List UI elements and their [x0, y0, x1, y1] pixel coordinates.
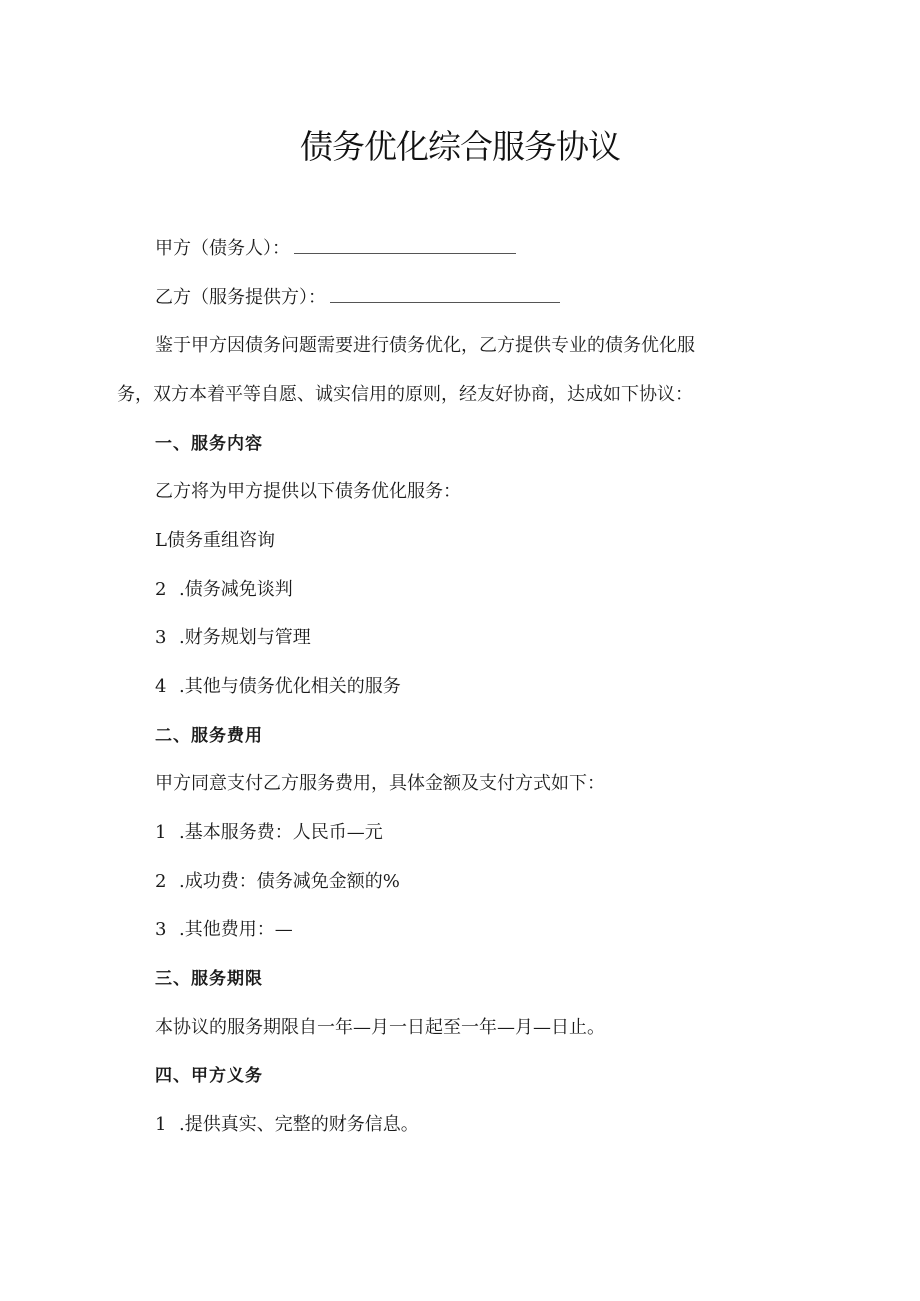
section-heading-service-fees: 二、服务费用 [155, 726, 263, 746]
list-item-number: 2 [155, 871, 167, 892]
list-item [155, 673, 401, 701]
preamble-line-1: 鉴于甲方因债务问题需要进行债务优化，乙方提供专业的债务优化服 [155, 335, 695, 356]
list-item-number: 3 [155, 919, 167, 940]
section-heading-service-content: 一、服务内容 [155, 434, 263, 454]
list-item-text: .财务规划与管理 [179, 627, 311, 648]
list-item [155, 916, 293, 944]
list-item [155, 819, 383, 847]
list-item-number: 2 [155, 579, 167, 600]
list-item-text: .提供真实、完整的财务信息。 [179, 1114, 419, 1135]
section-intro-service-fees: 甲方同意支付乙方服务费用，具体金额及支付方式如下： [155, 773, 605, 794]
document-title: 债务优化综合服务协议 [300, 127, 620, 166]
list-item [155, 868, 400, 896]
list-item-number: 4 [155, 676, 167, 697]
list-item-text: .其他与债务优化相关的服务 [179, 676, 401, 697]
section-heading-service-term: 三、服务期限 [155, 969, 263, 989]
list-item [155, 624, 311, 652]
party-a-line [155, 235, 516, 263]
list-item-number: L [155, 530, 167, 551]
party-a-label: 甲方（债务人）： [155, 238, 290, 259]
party-b-blank [330, 284, 560, 303]
list-item-number: 1 [155, 1114, 167, 1135]
party-a-blank [294, 235, 516, 254]
list-item [155, 527, 275, 555]
list-item-text: .其他费用：— [179, 919, 293, 940]
section-intro-service-content: 乙方将为甲方提供以下债务优化服务： [155, 481, 461, 502]
list-item [155, 1111, 419, 1139]
list-item-number: 1 [155, 822, 167, 843]
preamble-line-2: 务，双方本着平等自愿、诚实信用的原则，经友好协商，达成如下协议： [117, 384, 693, 405]
list-item-text: 债务重组咨询 [166, 530, 275, 551]
list-item-number: 3 [155, 627, 167, 648]
section-intro-service-term: 本协议的服务期限自一年—月一日起至一年—月—日止。 [155, 1017, 605, 1038]
list-item-text: .债务减免谈判 [179, 579, 293, 600]
list-item-text: .基本服务费：人民币—元 [179, 822, 383, 843]
list-item-text: .成功费：债务减免金额的% [179, 871, 400, 892]
party-b-label: 乙方（服务提供方）： [155, 287, 326, 308]
list-item [155, 576, 293, 604]
party-b-line [155, 284, 560, 312]
section-heading-party-a-obligations: 四、甲方义务 [155, 1066, 263, 1086]
